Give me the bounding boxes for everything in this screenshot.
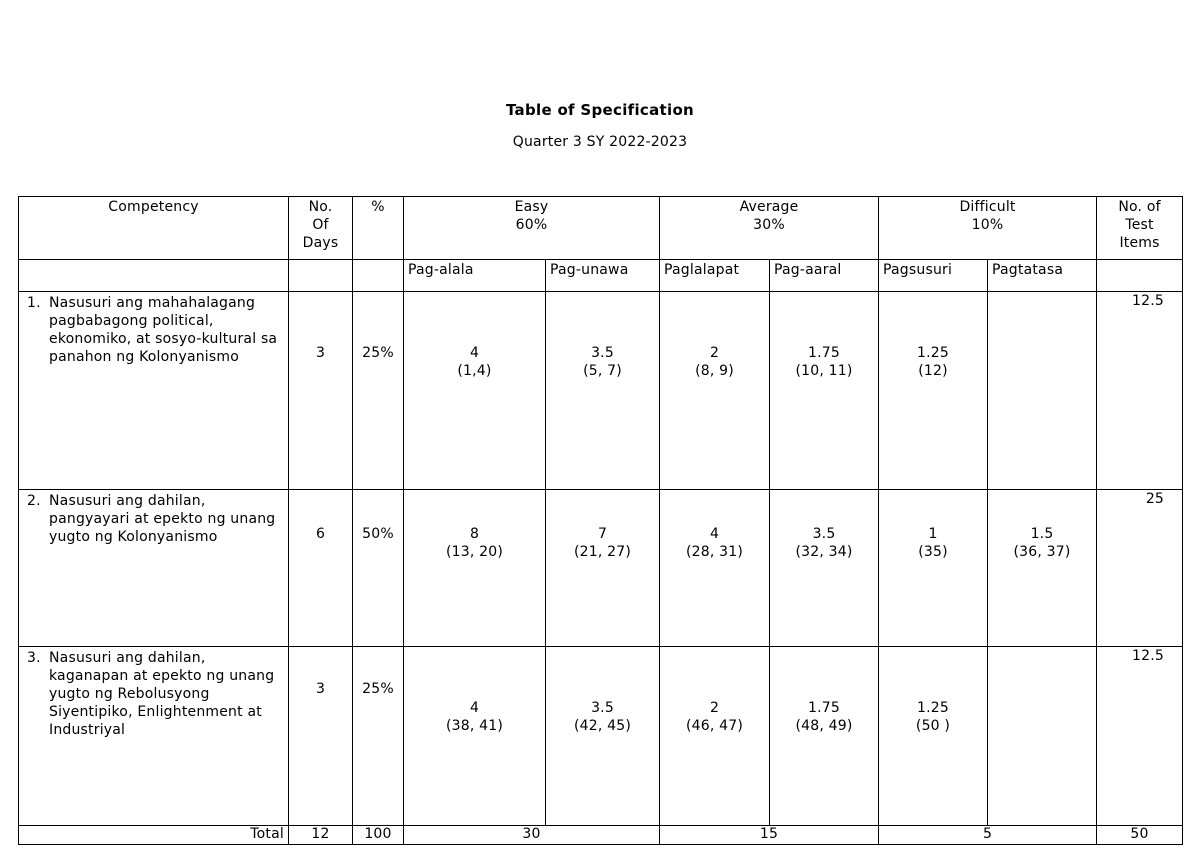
header-days: No. Of Days — [289, 197, 353, 260]
pag-aaral-cell: 1.75 (10, 11) — [770, 292, 879, 490]
header-test-items: No. of Test Items — [1097, 197, 1183, 260]
subheader-pag-aaral: Pag-aaral — [770, 260, 879, 292]
pagsusuri-cell: 1 (35) — [879, 490, 988, 647]
subheader-blank — [1097, 260, 1183, 292]
subheader-blank — [289, 260, 353, 292]
percent-cell: 25% — [353, 292, 404, 490]
days-cell: 6 — [289, 490, 353, 647]
subheader-pag-unawa: Pag-unawa — [546, 260, 660, 292]
pag-alala-cell: 4 (38, 41) — [404, 647, 546, 826]
total-average: 15 — [660, 826, 879, 845]
header-easy: Easy 60% — [404, 197, 660, 260]
percent-cell: 25% — [353, 647, 404, 826]
pag-aaral-cell: 1.75 (48, 49) — [770, 647, 879, 826]
subheader-paglalapat: Paglalapat — [660, 260, 770, 292]
competency-cell: 2. Nasusuri ang dahilan, pangyayari at epekto ng unang yugto ng Kolonyanismo — [19, 490, 289, 647]
competency-cell: 1. Nasusuri ang mahahalagang pagbabagong political, ekonomiko, at sosyo-kultural sa panahon ng Kolonyanismo — [19, 292, 289, 490]
days-cell: 3 — [289, 292, 353, 490]
subheader-pagsusuri: Pagsusuri — [879, 260, 988, 292]
page-subtitle: Quarter 3 SY 2022-2023 — [512, 134, 688, 150]
subheader-pagtatasa: Pagtatasa — [988, 260, 1097, 292]
pagtatasa-cell — [988, 292, 1097, 490]
table-row — [19, 292, 1183, 490]
test-items-cell: 12.5 — [1097, 292, 1183, 490]
pagsusuri-cell: 1.25 (50 ) — [879, 647, 988, 826]
paglalapat-cell: 4 (28, 31) — [660, 490, 770, 647]
test-items-cell: 25 — [1097, 490, 1183, 647]
paglalapat-cell: 2 (8, 9) — [660, 292, 770, 490]
header-percent: % — [353, 197, 404, 260]
days-cell: 3 — [289, 647, 353, 826]
header-competency: Competency — [19, 197, 289, 260]
table-row — [19, 490, 1183, 647]
header-average: Average 30% — [660, 197, 879, 260]
subheader-blank — [353, 260, 404, 292]
table-row — [19, 647, 1183, 826]
pag-alala-cell: 8 (13, 20) — [404, 490, 546, 647]
total-easy: 30 — [404, 826, 660, 845]
total-label: Total — [19, 826, 289, 845]
header-difficult: Difficult 10% — [879, 197, 1097, 260]
pagtatasa-cell — [988, 647, 1097, 826]
competency-cell: 3. Nasusuri ang dahilan, kaganapan at epekto ng unang yugto ng Rebolusyong Siyentipiko, Enlightenment at Industriyal — [19, 647, 289, 826]
pagsusuri-cell: 1.25 (12) — [879, 292, 988, 490]
specification-table — [18, 196, 1183, 845]
total-items: 50 — [1097, 826, 1183, 845]
header-row — [19, 197, 1183, 260]
pag-unawa-cell: 3.5 (42, 45) — [546, 647, 660, 826]
total-difficult: 5 — [879, 826, 1097, 845]
pag-unawa-cell: 3.5 (5, 7) — [546, 292, 660, 490]
total-percent: 100 — [353, 826, 404, 845]
pag-aaral-cell: 3.5 (32, 34) — [770, 490, 879, 647]
subheader-pag-alala: Pag-alala — [404, 260, 546, 292]
pag-alala-cell: 4 (1,4) — [404, 292, 546, 490]
total-row — [19, 826, 1183, 845]
subheader-row — [19, 260, 1183, 292]
total-days: 12 — [289, 826, 353, 845]
test-items-cell: 12.5 — [1097, 647, 1183, 826]
page-title: Table of Specification — [505, 101, 695, 119]
percent-cell: 50% — [353, 490, 404, 647]
pag-unawa-cell: 7 (21, 27) — [546, 490, 660, 647]
pagtatasa-cell: 1.5 (36, 37) — [988, 490, 1097, 647]
paglalapat-cell: 2 (46, 47) — [660, 647, 770, 826]
subheader-blank — [19, 260, 289, 292]
